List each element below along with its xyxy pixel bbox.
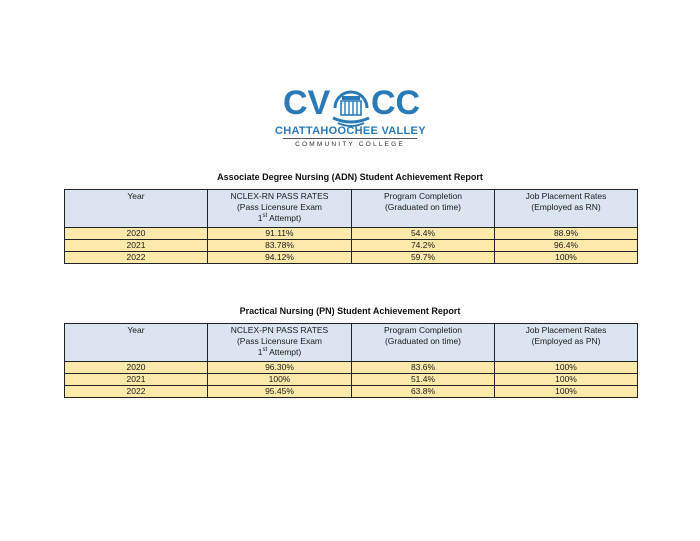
cell-job-placement: 96.4% bbox=[495, 240, 638, 252]
cell-pass-rate: 100% bbox=[208, 374, 352, 386]
logo-college-name: CHATTAHOOCHEE VALLEY bbox=[275, 125, 426, 137]
cell-year: 2020 bbox=[65, 362, 208, 374]
pn-report-table bbox=[64, 323, 638, 398]
header-program-completion: Program Completion (Graduated on time) bbox=[352, 190, 495, 228]
cell-job-placement: 88.9% bbox=[495, 228, 638, 240]
header-job-placement: Job Placement Rates (Employed as PN) bbox=[495, 324, 638, 362]
header-pass-rates: NCLEX-PN PASS RATES (Pass Licensure Exam 1st Attempt) bbox=[208, 324, 352, 362]
college-logo bbox=[275, 72, 425, 152]
cell-completion: 54.4% bbox=[352, 228, 495, 240]
logo-subtitle: COMMUNITY COLLEGE bbox=[295, 141, 405, 148]
table-row bbox=[65, 252, 638, 264]
table-row bbox=[65, 386, 638, 398]
cell-pass-rate: 91.11% bbox=[208, 228, 352, 240]
header-program-completion: Program Completion (Graduated on time) bbox=[352, 324, 495, 362]
logo-divider bbox=[283, 138, 417, 139]
cell-job-placement: 100% bbox=[495, 252, 638, 264]
cell-job-placement: 100% bbox=[495, 362, 638, 374]
adn-report-table bbox=[64, 189, 638, 264]
cell-job-placement: 100% bbox=[495, 374, 638, 386]
cell-pass-rate: 83.78% bbox=[208, 240, 352, 252]
cell-year: 2022 bbox=[65, 386, 208, 398]
cell-job-placement: 100% bbox=[495, 386, 638, 398]
cell-completion: 59.7% bbox=[352, 252, 495, 264]
cell-year: 2020 bbox=[65, 228, 208, 240]
adn-report-title: Associate Degree Nursing (ADN) Student Achievement Report bbox=[217, 172, 483, 182]
logo-letters-left: CV bbox=[283, 84, 331, 122]
table-row bbox=[65, 362, 638, 374]
logo-letters-right: CC bbox=[371, 84, 421, 122]
clock-tower-icon bbox=[329, 86, 373, 130]
pn-report-title: Practical Nursing (PN) Student Achievement Report bbox=[239, 306, 461, 316]
cell-year: 2021 bbox=[65, 374, 208, 386]
table-row bbox=[65, 228, 638, 240]
cell-pass-rate: 95.45% bbox=[208, 386, 352, 398]
cell-pass-rate: 94.12% bbox=[208, 252, 352, 264]
cell-completion: 51.4% bbox=[352, 374, 495, 386]
cell-completion: 63.8% bbox=[352, 386, 495, 398]
header-year: Year bbox=[65, 190, 208, 228]
cell-pass-rate: 96.30% bbox=[208, 362, 352, 374]
cell-year: 2021 bbox=[65, 240, 208, 252]
table-header-row bbox=[65, 324, 638, 362]
cell-completion: 83.6% bbox=[352, 362, 495, 374]
header-year: Year bbox=[65, 324, 208, 362]
table-header-row bbox=[65, 190, 638, 228]
table-row bbox=[65, 240, 638, 252]
header-job-placement: Job Placement Rates (Employed as RN) bbox=[495, 190, 638, 228]
header-pass-rates: NCLEX-RN PASS RATES (Pass Licensure Exam 1st Attempt) bbox=[208, 190, 352, 228]
table-row bbox=[65, 374, 638, 386]
cell-year: 2022 bbox=[65, 252, 208, 264]
cell-completion: 74.2% bbox=[352, 240, 495, 252]
